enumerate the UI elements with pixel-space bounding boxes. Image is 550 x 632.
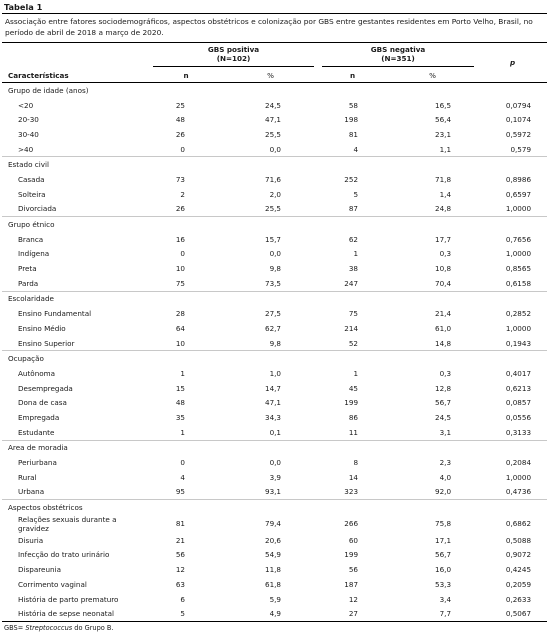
group-header-row — [2, 291, 547, 306]
gbs-negative-n-cell: 323 — [344, 487, 359, 497]
gbs-negative-n-cell: 4 — [353, 144, 359, 154]
gbs-positive-n-cell: 0 — [180, 144, 185, 154]
gbs-negative-n-cell: 62 — [348, 234, 359, 244]
row-label: Desempregada — [18, 383, 73, 393]
gbs-positive-pct-cell: 0,0 — [269, 144, 282, 154]
gbs-negative-pct-cell: 2,3 — [439, 458, 452, 468]
table-row — [2, 187, 547, 202]
group-name: Estado civil — [2, 157, 547, 172]
gbs-negative-n-cell: 56 — [348, 565, 359, 575]
p-value-cell: 0,6158 — [505, 278, 532, 288]
table-row — [2, 172, 547, 187]
gbs-negative-pct-cell: 4,0 — [439, 472, 452, 482]
p-value-cell: 1,0000 — [505, 204, 532, 214]
gbs-positive-pct-cell: 71,6 — [265, 174, 282, 184]
gbs-negative-pct-cell: 70,4 — [435, 278, 452, 288]
gbs-negative-n-cell: 252 — [344, 174, 359, 184]
row-label: Relações sexuais durante a gravidez — [18, 514, 117, 533]
row-label: Urbana — [18, 487, 45, 497]
gbs-positive-title: GBS positiva — [207, 45, 260, 54]
group-header-row — [2, 157, 547, 172]
gbs-positive-pct-cell: 62,7 — [265, 323, 282, 333]
gbs-positive-pct-cell: 54,9 — [265, 550, 282, 560]
gbs-negative-n-cell: 198 — [344, 115, 359, 125]
row-label: Periurbana — [18, 458, 57, 468]
p-value-cell: 0,2852 — [505, 309, 532, 319]
gbs-positive-n-cell: 4 — [180, 472, 185, 482]
gbs-positive-pct-cell: 20,6 — [265, 535, 282, 545]
gbs-negative-n-cell: 5 — [353, 189, 359, 199]
group-name: Area de moradia — [2, 440, 547, 455]
table-row — [2, 592, 547, 607]
gbs-negative-n-cell: 81 — [348, 129, 359, 139]
table-row — [2, 455, 547, 470]
row-label: Autônoma — [18, 368, 56, 378]
gbs-positive-n-cell: 73 — [175, 174, 185, 184]
p-value-cell: 0,5088 — [505, 535, 532, 545]
gbs-positive-pct-cell: 61,8 — [265, 579, 282, 589]
gbs-positive-n-cell: 5 — [180, 609, 185, 619]
gbs-negative-n-cell: 27 — [348, 609, 359, 619]
row-label: Disuria — [18, 535, 44, 545]
gbs-negative-n-cell: 199 — [344, 550, 359, 560]
row-label: Parda — [18, 278, 39, 288]
gbs-negative-n-cell: 1 — [353, 368, 359, 378]
footnote-italic: Streptococcus — [25, 624, 73, 632]
p-value-cell: 1,0000 — [505, 472, 532, 482]
pos-pct-header: % — [223, 69, 318, 83]
gbs-positive-pct-cell: 27,5 — [265, 309, 282, 319]
p-value-cell: 0,2059 — [505, 579, 532, 589]
table-row — [2, 232, 547, 247]
table-label: Tabela 1 — [4, 2, 43, 12]
gbs-positive-pct-cell: 93,1 — [265, 487, 282, 497]
p-value-cell: 0,0556 — [505, 412, 532, 422]
gbs-positive-pct-cell: 9,8 — [269, 264, 282, 274]
p-value-cell: 0,1943 — [505, 338, 532, 348]
row-label: Estudante — [18, 427, 55, 437]
gbs-negative-pct-cell: 14,8 — [435, 338, 452, 348]
p-value-header: p — [478, 43, 547, 83]
p-value-cell: 0,3133 — [505, 427, 532, 437]
gbs-positive-pct-cell: 1,0 — [269, 368, 282, 378]
p-value-cell: 1,0000 — [505, 323, 532, 333]
row-label: Dona de casa — [18, 398, 67, 408]
p-value-cell: 0,2084 — [505, 458, 532, 468]
gbs-positive-pct-cell: 25,5 — [265, 129, 282, 139]
group-header-row — [2, 500, 547, 515]
gbs-positive-n-cell: 26 — [175, 129, 185, 139]
gbs-negative-n-cell: 45 — [348, 383, 359, 393]
gbs-positive-n-cell: 2 — [180, 189, 185, 199]
row-label: 20-30 — [18, 115, 39, 125]
gbs-negative-pct-cell: 3,1 — [439, 427, 452, 437]
table-row — [2, 321, 547, 336]
row-label: Ensino Superior — [18, 338, 75, 348]
gbs-positive-pct-cell: 34,3 — [265, 412, 282, 422]
p-value-cell: 0,5067 — [505, 609, 532, 619]
table-row — [2, 425, 547, 440]
gbs-negative-n-cell: 247 — [344, 278, 359, 288]
group-header-row — [2, 351, 547, 366]
group-name: Grupo étnico — [2, 217, 547, 232]
gbs-positive-pct-cell: 5,9 — [269, 594, 282, 604]
gbs-negative-pct-cell: 3,4 — [439, 594, 452, 604]
pos-n-header: n — [149, 69, 223, 83]
gbs-positive-n-cell: 56 — [175, 550, 185, 560]
neg-pct-header: % — [387, 69, 478, 83]
table-row — [2, 577, 547, 592]
gbs-negative-n-cell: 38 — [348, 264, 359, 274]
row-label: Empregada — [18, 412, 60, 422]
gbs-negative-n-cell: 87 — [348, 204, 359, 214]
gbs-negative-pct-cell: 0,3 — [439, 249, 452, 259]
table-row — [2, 562, 547, 577]
table-figure — [2, 2, 547, 632]
footnote-prefix: GBS= — [4, 624, 26, 632]
gbs-negative-n-cell: 86 — [348, 412, 359, 422]
p-value-cell: 0,8986 — [505, 174, 532, 184]
gbs-positive-n-cell: 1 — [180, 368, 185, 378]
gbs-positive-n-cell: 15 — [175, 383, 185, 393]
p-value-cell: 0,4017 — [505, 368, 532, 378]
gbs-negative-pct-cell: 61,0 — [435, 323, 452, 333]
gbs-positive-pct-cell: 24,5 — [265, 100, 282, 110]
group-header-row — [2, 440, 547, 455]
gbs-negative-pct-cell: 1,4 — [439, 189, 452, 199]
p-value-cell: 0,6862 — [505, 519, 532, 529]
gbs-positive-n-cell: 81 — [175, 519, 185, 529]
gbs-positive-pct-cell: 47,1 — [265, 115, 282, 125]
p-value-cell: 0,0857 — [505, 398, 532, 408]
gbs-negative-n-cell: 1 — [353, 249, 359, 259]
row-label: Rural — [18, 472, 37, 482]
gbs-positive-pct-cell: 15,7 — [265, 234, 282, 244]
row-label: História de parto prematuro — [18, 594, 119, 604]
gbs-negative-n-cell: 11 — [348, 427, 359, 437]
table-row — [2, 548, 547, 563]
p-value-cell: 0,6213 — [505, 383, 532, 393]
gbs-negative-pct-cell: 24,5 — [435, 412, 452, 422]
table-row — [2, 112, 547, 127]
gbs-negative-header — [318, 43, 478, 70]
p-value-cell: 0,9072 — [505, 550, 532, 560]
table-row — [2, 336, 547, 351]
gbs-positive-n-cell: 10 — [175, 338, 185, 348]
p-value-cell: 0,0794 — [505, 100, 532, 110]
row-label: História de sepse neonatal — [18, 609, 115, 619]
row-label: Infecção do trato urinário — [18, 550, 110, 560]
gbs-positive-n-cell: 12 — [175, 565, 185, 575]
gbs-positive-n-cell: 21 — [175, 535, 185, 545]
gbs-positive-n-cell: 48 — [175, 398, 185, 408]
group-name: Ocupação — [2, 351, 547, 366]
gbs-positive-pct-cell: 73,5 — [265, 278, 282, 288]
gbs-negative-n-cell: 214 — [344, 323, 359, 333]
row-label: <20 — [18, 100, 34, 110]
gbs-negative-pct-cell: 24,8 — [435, 204, 452, 214]
row-label: >40 — [18, 144, 34, 154]
group-header-row — [2, 217, 547, 232]
group-name: Aspectos obstétricos — [2, 500, 547, 515]
gbs-positive-n: (N=102) — [216, 54, 251, 63]
table-row — [2, 395, 547, 410]
p-value-cell: 0,8565 — [505, 264, 532, 274]
table-row — [2, 533, 547, 548]
gbs-negative-n-cell: 60 — [348, 535, 359, 545]
table-row — [2, 276, 547, 291]
row-label: Preta — [18, 264, 37, 274]
gbs-positive-n-cell: 63 — [175, 579, 185, 589]
gbs-negative-title: GBS negativa — [370, 45, 426, 54]
row-label: Indígena — [18, 249, 50, 259]
row-label: 30-40 — [18, 129, 39, 139]
table-row — [2, 306, 547, 321]
gbs-positive-pct-cell: 3,9 — [269, 472, 282, 482]
gbs-negative-pct-cell: 23,1 — [435, 129, 452, 139]
row-label: Dispareunia — [18, 565, 61, 575]
row-label: Branca — [18, 234, 44, 244]
gbs-positive-pct-cell: 0,0 — [269, 249, 282, 259]
gbs-positive-pct-cell: 14,7 — [265, 383, 282, 393]
gbs-negative-pct-cell: 56,7 — [435, 550, 452, 560]
gbs-negative-pct-cell: 12,8 — [435, 383, 452, 393]
table-row — [2, 98, 547, 113]
gbs-positive-n-cell: 35 — [175, 412, 185, 422]
gbs-negative-pct-cell: 92,0 — [435, 487, 452, 497]
gbs-positive-n-cell: 6 — [180, 594, 185, 604]
gbs-negative-pct-cell: 10,8 — [435, 264, 452, 274]
gbs-negative-n-cell: 12 — [348, 594, 359, 604]
gbs-positive-n-cell: 16 — [175, 234, 185, 244]
table-row — [2, 142, 547, 157]
gbs-positive-n-cell: 75 — [175, 278, 185, 288]
table-row — [2, 261, 547, 276]
p-value-cell: 0,7656 — [505, 234, 532, 244]
footnote-suffix: do Grupo B. — [72, 624, 114, 632]
group-name: Grupo de idade (anos) — [8, 85, 89, 95]
gbs-negative-pct-cell: 16,0 — [435, 565, 452, 575]
gbs-negative-pct-cell: 71,8 — [435, 174, 452, 184]
gbs-positive-pct-cell: 9,8 — [269, 338, 282, 348]
gbs-positive-pct-cell: 25,5 — [265, 204, 282, 214]
gbs-negative-pct-cell: 53,3 — [435, 579, 452, 589]
gbs-positive-n-cell: 1 — [180, 427, 185, 437]
gbs-positive-pct-cell: 2,0 — [269, 189, 282, 199]
gbs-positive-header — [149, 43, 318, 70]
row-label: Divorciada — [18, 204, 57, 214]
table-row — [2, 247, 547, 262]
table-row — [2, 410, 547, 425]
table-row — [2, 470, 547, 485]
gbs-negative-n-cell: 8 — [353, 458, 359, 468]
neg-n-header: n — [318, 69, 387, 83]
p-value-cell: 0,1074 — [505, 115, 532, 125]
gbs-negative-pct-cell: 1,1 — [439, 144, 452, 154]
gbs-positive-pct-cell: 11,8 — [265, 565, 282, 575]
gbs-negative-pct-cell: 56,4 — [435, 115, 452, 125]
gbs-positive-n-cell: 64 — [175, 323, 185, 333]
gbs-negative-n-cell: 52 — [348, 338, 359, 348]
p-value-cell: 1,0000 — [505, 249, 532, 259]
characteristics-header: Características — [2, 43, 149, 83]
gbs-negative-pct-cell: 21,4 — [435, 309, 452, 319]
gbs-negative-n-cell: 58 — [348, 100, 359, 110]
table-row — [2, 366, 547, 381]
gbs-positive-n-cell: 10 — [175, 264, 185, 274]
gbs-negative-pct-cell: 0,3 — [439, 368, 452, 378]
gbs-negative-n-cell: 266 — [344, 519, 359, 529]
table-caption: Associação entre fatores sociodemográficos, aspectos obstétricos e colonização por GBS entre gestantes residentes em Porto Velho, Brasil, no período de abril de 2018 a março de 2020. — [2, 13, 547, 42]
gbs-positive-pct-cell: 0,0 — [269, 458, 282, 468]
table-header — [2, 43, 547, 83]
gbs-positive-n-cell: 25 — [175, 100, 185, 110]
table-row — [2, 127, 547, 142]
gbs-positive-n-cell: 48 — [175, 115, 185, 125]
gbs-negative-n-cell: 75 — [348, 309, 359, 319]
gbs-positive-n-cell: 28 — [175, 309, 185, 319]
gbs-positive-n-cell: 0 — [180, 249, 185, 259]
table-footnote — [2, 621, 547, 632]
table-row — [2, 606, 547, 621]
gbs-negative-n-cell: 199 — [344, 398, 359, 408]
gbs-negative-pct-cell: 75,8 — [435, 519, 452, 529]
gbs-positive-n-cell: 26 — [175, 204, 185, 214]
gbs-negative-pct-cell: 7,7 — [439, 609, 452, 619]
p-value-cell: 0,4736 — [505, 487, 532, 497]
row-label: Ensino Fundamental — [18, 309, 92, 319]
data-table — [2, 42, 547, 621]
p-value-cell: 0,579 — [510, 144, 532, 154]
row-label: Casada — [18, 174, 45, 184]
p-value-cell: 0,4245 — [505, 565, 532, 575]
group-header-row — [2, 83, 547, 98]
gbs-positive-n-cell: 95 — [175, 487, 185, 497]
table-row — [2, 515, 547, 533]
gbs-positive-pct-cell: 0,1 — [269, 427, 282, 437]
p-value-cell: 0,2633 — [505, 594, 532, 604]
gbs-negative-n-cell: 14 — [348, 472, 359, 482]
gbs-positive-pct-cell: 4,9 — [269, 609, 282, 619]
p-value-cell: 0,6597 — [505, 189, 532, 199]
p-value-cell: 0,5972 — [505, 129, 532, 139]
gbs-negative-pct-cell: 17,7 — [435, 234, 452, 244]
table-row — [2, 202, 547, 217]
gbs-negative-pct-cell: 56,7 — [435, 398, 452, 408]
row-label: Ensino Médio — [18, 323, 66, 333]
table-row — [2, 381, 547, 396]
group-name: Escolaridade — [2, 291, 547, 306]
row-label: Corrimento vaginal — [18, 579, 87, 589]
gbs-positive-pct-cell: 47,1 — [265, 398, 282, 408]
gbs-positive-n-cell: 0 — [180, 458, 185, 468]
gbs-negative-pct-cell: 17,1 — [435, 535, 452, 545]
gbs-positive-pct-cell: 79,4 — [265, 519, 282, 529]
table-row — [2, 485, 547, 500]
table-body — [2, 83, 547, 622]
row-label: Solteira — [18, 189, 46, 199]
gbs-negative-n: (N=351) — [381, 54, 415, 63]
gbs-negative-n-cell: 187 — [344, 579, 359, 589]
gbs-negative-pct-cell: 16,5 — [435, 100, 452, 110]
